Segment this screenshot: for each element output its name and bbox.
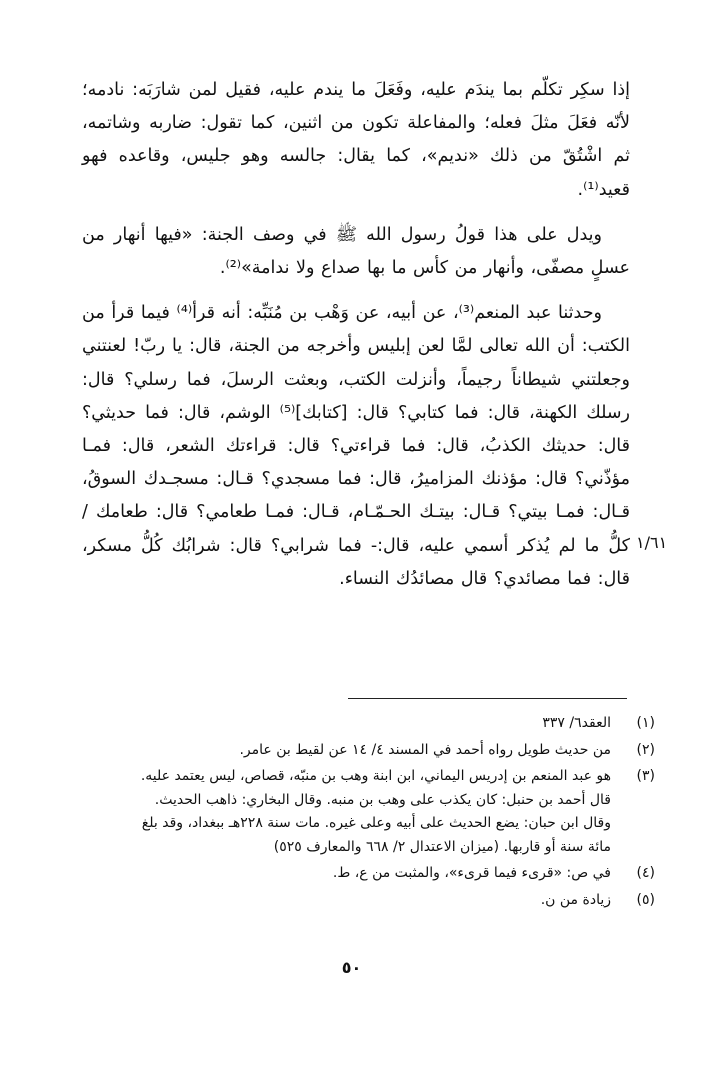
footnote-5	[82, 889, 655, 913]
page-number: ٥٠	[341, 958, 362, 977]
footnote-2	[82, 739, 655, 763]
footnote-text	[82, 889, 611, 913]
footnote-3	[82, 765, 655, 859]
footnote-text	[82, 765, 611, 859]
footnote-line: زيادة من ن.	[540, 891, 611, 908]
footnote-line: العقد٦/ ٣٣٧	[542, 715, 611, 731]
footnote-line: في ص: «قرىء فيما قرىء»، والمثبت من ع، ط.	[332, 865, 611, 881]
main-text	[82, 74, 630, 596]
paragraph-hadith-paradise: ويدل على هذا قولُ رسول الله ﷺ في وصف الجنة: «فيها أنهار من عسلٍ مصفّى، وأنهار من كأس ما بها صداع ولا ندامة»⁽²⁾.	[82, 224, 630, 279]
paragraph-iblis-narration: وحدثنا عبد المنعم⁽³⁾، عن أبيه، عن وَهْب بن مُنَبِّه: أنه قرأ⁽⁴⁾ فيما قرأ من الكتب: أن الله تعالى لمَّا لعن إبليس وأخرجه من الجنة، قال: يا ربّ! لعنتني وجعلتني شيطاناً رجيماً، وأنزلت الكتب، وبعثت الرسلَ، فما رسلي؟ قال: رسلك الكهنة، قال: فما كتابي؟ قال: [كتابك]⁽⁵⁾ الوشم، قال: فما حديثي؟ قال: حديثك الكذبُ، قال: فما قراءتي؟ قال: قراءتك الشعر، قال: فمـا مؤذّني؟ قال: مؤذنك المزاميرُ، قال: فما مسجدي؟ قـال: مسجـدك السوقُ، قـال: فمـا بيتي؟ قـال: بيتـك الحـمّـام، قـال: فمـا طعامي؟ قال: طعامك / كلُّ ما لم يُذكر أسمي عليه، قال:- فما شرابي؟ قال: شرابُك كُلُّ مسكر، قال: فما مصائدي؟ قال مصائدُك النساء.	[82, 303, 630, 589]
footnote-divider	[348, 698, 627, 699]
footnote-text	[82, 712, 611, 736]
footnote-line: قال أحمد بن حنبل: كان يكذب على وهب بن منبه. وقال البخاري: ذاهب الحديث.	[154, 791, 611, 808]
footnote-text	[82, 739, 611, 763]
footnote-number: (٤)	[636, 865, 655, 881]
footnotes	[82, 712, 655, 915]
footnote-line: وقال ابن حبان: يضع الحديث على أبيه وعلى غيره. مات سنة ٢٢٨هـ ببغداد، وقد بلغ	[141, 815, 611, 831]
footnote-4	[82, 862, 655, 886]
footnote-number: (١)	[636, 715, 655, 731]
footnote-number: (٥)	[636, 891, 655, 908]
footnote-line: مائة سنة أو قاربها. (ميزان الاعتدال ٢/ ٦٦٨ والمعارف ٥٢٥)	[273, 838, 611, 855]
footnote-number: (٣)	[636, 768, 655, 784]
footnote-line: من حديث طويل رواه أحمد في المسند ٤/ ١٤ عن لقيط بن عامر.	[239, 741, 611, 758]
paragraph-nadim-definition: إذا سكِر تكلّم بما يندَم عليه، وفَعَلَ ما يندم عليه، فقيل لمن شارَبَه: نادمه؛ لأنّه فعَلَ مثلَ فعله؛ والمفاعلة تكون من اثنين، كما تقول: ضاربه وشاتمه، ثم اشْتُقّ من ذلك «نديم»، كما يقال: جالسه وهو جليس، وقاعده فهو قعيد⁽¹⁾.	[82, 80, 630, 200]
margin-folio-reference: ١/٦١	[636, 533, 668, 552]
footnote-number: (٢)	[636, 741, 655, 758]
footnote-text	[82, 862, 611, 886]
footnote-1	[82, 712, 655, 736]
footnote-line: هو عبد المنعم بن إدريس اليماني، ابن ابنة وهب بن منبّه، قصاص، ليس يعتمد عليه.	[140, 768, 611, 784]
